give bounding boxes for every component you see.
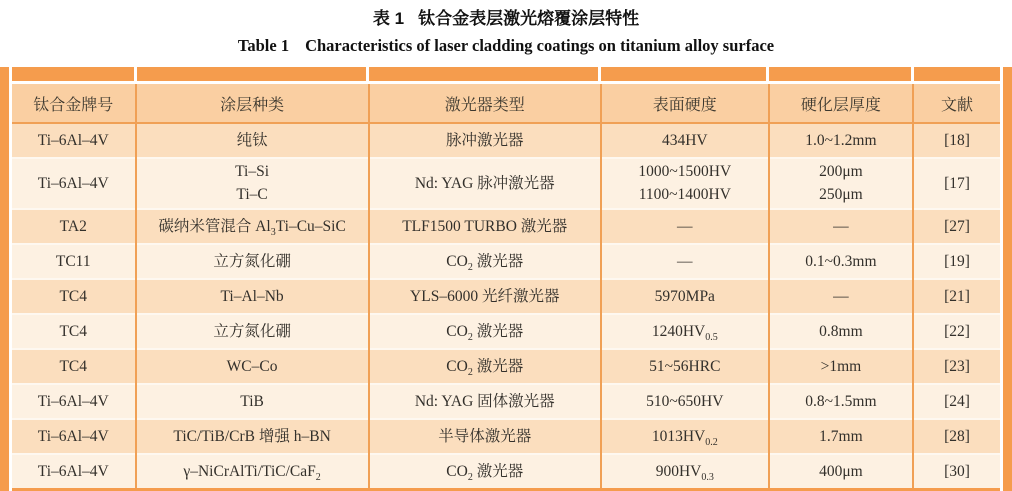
table-cell: Ti–6Al–4V [12,454,136,490]
table-cell: 半导体激光器 [369,419,601,454]
table-cell: $CO_2$ 激光器 [369,454,601,490]
column-header: 激光器类型 [369,84,601,123]
table-cell: TiC/TiB/CrB 增强 h–BN [136,419,369,454]
table-cell: 434HV [601,123,769,158]
column-header: 涂层种类 [136,84,369,123]
table-cell: 200μm 250μm [769,158,913,209]
table-cell: [21] [913,279,1000,314]
table-cell: 510~650HV [601,384,769,419]
table-cell: [27] [913,209,1000,244]
table-top-bar [12,67,1000,81]
top-bar-segment [369,67,598,81]
table-cell: [28] [913,419,1000,454]
table-cell: [24] [913,384,1000,419]
table-cell: 0.8~1.5mm [769,384,913,419]
table-cell: — [769,279,913,314]
table-cell: 5970MPa [601,279,769,314]
table-cell: TLF1500 TURBO 激光器 [369,209,601,244]
table-number-zh: 表 1 [372,9,405,28]
table-cell: [23] [913,349,1000,384]
table-cell: 51~56HRC [601,349,769,384]
table-row [12,454,1000,490]
table-cell: $1013HV_{0.2}$ [601,419,769,454]
table-title-zh: 钛合金表层激光熔覆涂层特性 [418,9,640,28]
top-bar-segment [914,67,1000,81]
top-bar-segment [769,67,911,81]
table-caption-zh [0,8,1012,31]
table-cell: 0.8mm [769,314,913,349]
data-table [0,67,1012,491]
column-header: 文献 [913,84,1000,123]
table-cell: [19] [913,244,1000,279]
table-row [12,384,1000,419]
table-cell: Ti–6Al–4V [12,123,136,158]
table-cell: [22] [913,314,1000,349]
table-cell: Nd: YAG 脉冲激光器 [369,158,601,209]
column-header: 表面硬度 [601,84,769,123]
table-cell: [17] [913,158,1000,209]
table-cell: — [601,244,769,279]
table-cell: YLS–6000 光纤激光器 [369,279,601,314]
table-row [12,314,1000,349]
table-cell: 0.1~0.3mm [769,244,913,279]
table-cell: TA2 [12,209,136,244]
table-title-en: Characteristics of laser cladding coatings on titanium alloy surface [305,35,775,55]
table-cell: 立方氮化硼 [136,314,369,349]
table-cell: 立方氮化硼 [136,244,369,279]
table-row [12,244,1000,279]
table-row [12,349,1000,384]
table-cell: 纯钛 [136,123,369,158]
table-cell: 1000~1500HV 1100~1400HV [601,158,769,209]
table-cell: [30] [913,454,1000,490]
table-row [12,419,1000,454]
table-cell: $CO_2$ 激光器 [369,314,601,349]
table-cell: TiB [136,384,369,419]
table-cell: TC4 [12,279,136,314]
table-cell: Ti–Al–Nb [136,279,369,314]
table-cell: Nd: YAG 固体激光器 [369,384,601,419]
table-cell: 1.7mm [769,419,913,454]
top-bar-segment [137,67,367,81]
table-cell: Ti–6Al–4V [12,384,136,419]
table-cell: TC4 [12,314,136,349]
table-cell: Ti–6Al–4V [12,419,136,454]
table-cell: TC11 [12,244,136,279]
top-bar-segment [601,67,766,81]
table-left-edge [0,67,9,491]
table-cell: 1.0~1.2mm [769,123,913,158]
table-row [12,279,1000,314]
table-cell: $900HV_{0.3}$ [601,454,769,490]
table-row [12,123,1000,158]
table-caption-en [0,35,1012,56]
table-cell: — [601,209,769,244]
table-cell: [18] [913,123,1000,158]
table-number-en: Table 1 [237,35,290,55]
table-cell: Ti–6Al–4V [12,158,136,209]
table-caption [0,0,1012,56]
table-cell: TC4 [12,349,136,384]
top-bar-segment [12,67,134,81]
column-header: 钛合金牌号 [12,84,136,123]
table-cell: Ti–Si Ti–C [136,158,369,209]
table-header-row [12,84,1000,123]
table-cell: $CO_2$ 激光器 [369,349,601,384]
table-row [12,158,1000,209]
characteristics-table [12,84,1000,491]
table-right-edge [1003,67,1012,491]
table-cell: $1240HV_{0.5}$ [601,314,769,349]
table-cell: γ–NiCrAlTi/TiC/CaF$_2$ [136,454,369,490]
table-cell: >1mm [769,349,913,384]
table-main [12,67,1000,491]
table-cell: 碳纳米管混合 $Al_3Ti-Cu$–SiC [136,209,369,244]
table-row [12,209,1000,244]
table-cell: 400μm [769,454,913,490]
table-cell: WC–Co [136,349,369,384]
column-header: 硬化层厚度 [769,84,913,123]
table-cell: — [769,209,913,244]
table-cell: 脉冲激光器 [369,123,601,158]
table-cell: $CO_2$ 激光器 [369,244,601,279]
